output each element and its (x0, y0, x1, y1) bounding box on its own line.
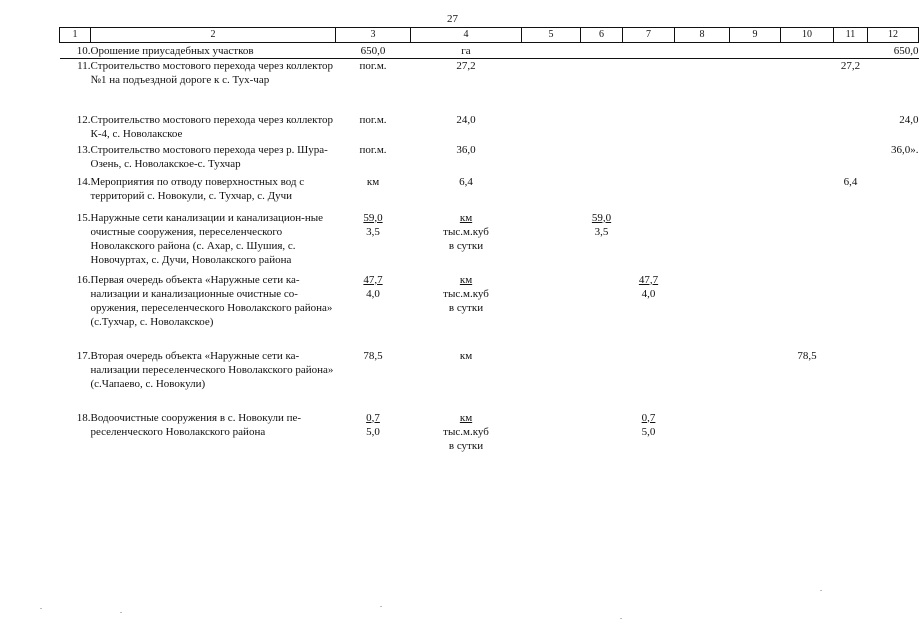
col9-cell (730, 59, 781, 113)
unit-value: в сутки (448, 301, 484, 314)
col5-cell (522, 113, 581, 143)
col5-cell (522, 273, 581, 349)
col7-cell (623, 411, 675, 469)
unit-value: тыс.м.куб (443, 287, 489, 300)
row-name-cell (91, 349, 336, 411)
col9-cell (730, 113, 781, 143)
table-row (60, 43, 919, 59)
quantity-cell (336, 59, 411, 113)
row-number: 15. (76, 211, 91, 224)
column-header: 1 (60, 28, 91, 43)
column-number-header (60, 28, 919, 43)
col11-cell (834, 273, 868, 349)
column-header: 8 (675, 28, 730, 43)
col11-cell (834, 411, 868, 469)
unit-cell (411, 113, 522, 143)
col12-value: 24,0 (899, 113, 919, 126)
col9-cell (730, 273, 781, 349)
column-header: 5 (522, 28, 581, 43)
row-number-cell (60, 113, 91, 143)
table-row (60, 211, 919, 273)
table-row (60, 349, 919, 411)
col11-value: 6,4 (843, 175, 858, 188)
col9-cell (730, 143, 781, 175)
column-header: 4 (411, 28, 522, 43)
row-number-cell (60, 273, 91, 349)
unit-value: тыс.м.куб (443, 425, 489, 438)
col9-cell (730, 175, 781, 211)
col12-cell (868, 43, 919, 59)
page-number: 27 (447, 13, 458, 25)
table-row (60, 143, 919, 175)
col8-cell (675, 113, 730, 143)
col8-cell (675, 211, 730, 273)
column-header: 11 (834, 28, 868, 43)
col5-cell (522, 175, 581, 211)
col5-cell (522, 143, 581, 175)
quantity-value: км (366, 175, 380, 188)
col12-cell (868, 59, 919, 113)
unit-cell (411, 43, 522, 59)
column-header: 12 (868, 28, 919, 43)
col10-cell (781, 349, 834, 411)
row-name: Строительство мостового перехода через коллектор №1 на подъездной дороге к с. Тух-чар (90, 60, 334, 86)
col7-value: 47,7 (638, 273, 659, 286)
quantity-cell (336, 43, 411, 59)
scan-speck (40, 608, 42, 609)
col10-cell (781, 59, 834, 113)
table-row (60, 273, 919, 349)
row-name: Мероприятия по отводу поверхностных вод с территорий с. Новокули, с. Тухчар, с. Дучи (90, 175, 305, 202)
col6-value: 3,5 (594, 225, 609, 238)
unit-value: 24,0 (456, 113, 476, 126)
col8-cell (675, 349, 730, 411)
unit-value: 27,2 (456, 60, 476, 72)
col6-cell (581, 43, 623, 59)
row-name-cell (91, 175, 336, 211)
col6-cell (581, 59, 623, 113)
program-table (59, 27, 919, 469)
row-number: 13. (76, 143, 91, 156)
quantity-value: 0,7 (366, 411, 380, 424)
unit-cell (411, 349, 522, 411)
col12-cell (868, 143, 919, 175)
col7-cell (623, 113, 675, 143)
col6-value: 59,0 (591, 211, 612, 224)
column-header: 9 (730, 28, 781, 43)
unit-value: в сутки (448, 439, 484, 452)
row-number-cell (60, 143, 91, 175)
scan-speck (120, 612, 122, 613)
col12-cell (868, 113, 919, 143)
col10-cell (781, 143, 834, 175)
row-number-cell (60, 175, 91, 211)
col8-cell (675, 59, 730, 113)
quantity-cell (336, 175, 411, 211)
column-header: 3 (336, 28, 411, 43)
scan-speck (620, 618, 622, 619)
col5-cell (522, 211, 581, 273)
unit-cell (411, 411, 522, 469)
col10-cell (781, 113, 834, 143)
col12-cell (868, 411, 919, 469)
col12-value: 650,0 (893, 45, 919, 57)
col8-cell (675, 175, 730, 211)
col11-cell (834, 143, 868, 175)
col8-cell (675, 143, 730, 175)
unit-value: км (459, 211, 473, 224)
col11-cell (834, 175, 868, 211)
col10-cell (781, 211, 834, 273)
col10-cell (781, 43, 834, 59)
row-name-cell (91, 113, 336, 143)
col6-cell (581, 349, 623, 411)
unit-cell (411, 175, 522, 211)
row-name-cell (91, 43, 336, 59)
col5-cell (522, 59, 581, 113)
table-row (60, 411, 919, 469)
quantity-cell (336, 211, 411, 273)
col7-cell (623, 273, 675, 349)
row-number-cell (60, 211, 91, 273)
col6-cell (581, 113, 623, 143)
col12-cell (868, 211, 919, 273)
table-row (60, 175, 919, 211)
col6-cell (581, 211, 623, 273)
unit-value: 6,4 (459, 175, 473, 188)
col9-cell (730, 211, 781, 273)
quantity-value: 3,5 (366, 225, 380, 238)
unit-value: км (459, 349, 473, 362)
row-name: Наружные сети канализации и канализацион-ные очистные сооружения, переселенческого Новолакского района (с. Ахар, с. Шушия, с. Новочуртах, с. Дучи, Новолакского района (90, 211, 323, 266)
row-name: Строительство мостового перехода через коллектор К-4, с. Новолакское (90, 113, 334, 140)
col6-cell (581, 175, 623, 211)
unit-value: км (459, 411, 473, 424)
col7-cell (623, 175, 675, 211)
col7-cell (623, 211, 675, 273)
row-number-cell (60, 349, 91, 411)
quantity-value: пог.м. (359, 113, 387, 126)
col10-cell (781, 175, 834, 211)
row-number-cell (60, 43, 91, 59)
col10-cell (781, 273, 834, 349)
column-header: 7 (623, 28, 675, 43)
quantity-value: 4,0 (366, 287, 380, 300)
unit-value: в сутки (448, 239, 484, 252)
col7-value: 0,7 (641, 411, 656, 424)
row-number: 17. (76, 349, 91, 362)
quantity-value: пог.м. (359, 60, 387, 72)
col12-cell (868, 175, 919, 211)
col12-cell (868, 349, 919, 411)
column-header: 2 (91, 28, 336, 43)
row-number-cell (60, 411, 91, 469)
col11-cell (834, 113, 868, 143)
unit-cell (411, 273, 522, 349)
col11-cell (834, 43, 868, 59)
quantity-value: 59,0 (363, 211, 383, 224)
col5-cell (522, 411, 581, 469)
col5-cell (522, 43, 581, 59)
col11-cell (834, 59, 868, 113)
scan-speck (380, 606, 382, 607)
row-name-cell (91, 211, 336, 273)
col6-cell (581, 143, 623, 175)
quantity-value: 5,0 (366, 425, 380, 438)
col7-cell (623, 43, 675, 59)
quantity-cell (336, 143, 411, 175)
col5-cell (522, 349, 581, 411)
col11-cell (834, 211, 868, 273)
col7-value: 4,0 (641, 287, 656, 300)
row-number-cell (60, 59, 91, 113)
unit-cell (411, 143, 522, 175)
column-header: 10 (781, 28, 834, 43)
col9-cell (730, 411, 781, 469)
quantity-cell (336, 349, 411, 411)
unit-value: км (459, 273, 473, 286)
col9-cell (730, 43, 781, 59)
quantity-cell (336, 273, 411, 349)
col12-cell (868, 273, 919, 349)
row-name-cell (91, 273, 336, 349)
row-name-cell (91, 411, 336, 469)
table-row (60, 113, 919, 143)
col8-cell (675, 43, 730, 59)
unit-value: тыс.м.куб (443, 225, 489, 238)
quantity-value: 78,5 (363, 349, 383, 362)
row-name: Водоочистные сооружения в с. Новокули пе-реселенческого Новолакского района (90, 411, 302, 438)
row-number: 16. (76, 273, 91, 286)
col7-value: 5,0 (641, 425, 656, 438)
quantity-value: пог.м. (359, 143, 387, 156)
quantity-cell (336, 113, 411, 143)
col7-cell (623, 349, 675, 411)
row-number: 18. (76, 411, 91, 424)
col10-value: 78,5 (797, 349, 817, 362)
row-name: Строительство мостового перехода через р. Шура-Озень, с. Новолакское-с. Тухчар (90, 143, 328, 170)
col11-value: 27,2 (840, 60, 861, 72)
col9-cell (730, 349, 781, 411)
col6-cell (581, 273, 623, 349)
col10-cell (781, 411, 834, 469)
row-name: Вторая очередь объекта «Наружные сети ка-нализации переселенческого Новолакского района» (с.Чапаево, с. Новокули) (90, 349, 334, 390)
col6-cell (581, 411, 623, 469)
table-row (60, 59, 919, 113)
row-name-cell (91, 143, 336, 175)
quantity-value: 47,7 (363, 273, 383, 286)
quantity-value: 650,0 (360, 45, 386, 57)
row-number: 14. (76, 175, 91, 188)
row-number: 10. (76, 45, 91, 57)
unit-cell (411, 211, 522, 273)
unit-value: га (461, 45, 471, 57)
row-name-cell (91, 59, 336, 113)
row-number: 11. (77, 60, 91, 72)
scan-speck (820, 590, 822, 591)
unit-value: 36,0 (456, 143, 476, 156)
col8-cell (675, 411, 730, 469)
col7-cell (623, 59, 675, 113)
col11-cell (834, 349, 868, 411)
row-name: Первая очередь объекта «Наружные сети ка-нализации и канализационные очистные со-оружения, переселенческого Новолакского района» (с.Тухчар, с. Новолакское) (90, 273, 333, 328)
quantity-cell (336, 411, 411, 469)
column-header: 6 (581, 28, 623, 43)
col12-value: 36,0». (891, 143, 919, 156)
col7-cell (623, 143, 675, 175)
row-name: Орошение приусадебных участков (90, 45, 254, 57)
col8-cell (675, 273, 730, 349)
row-number: 12. (76, 113, 91, 126)
unit-cell (411, 59, 522, 113)
table-body (60, 43, 919, 469)
